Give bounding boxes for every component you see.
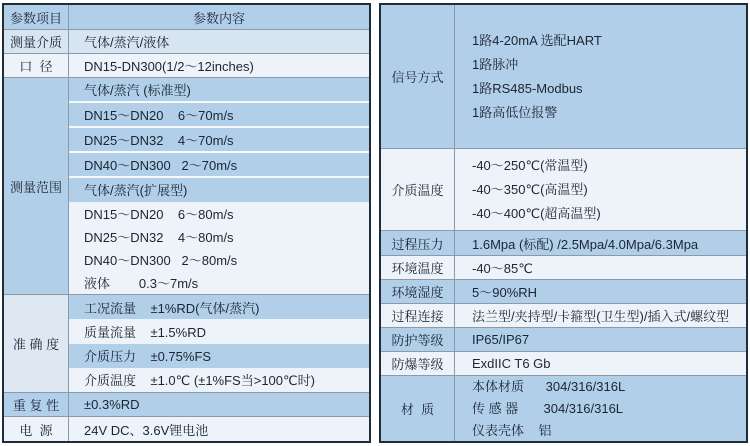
row-value: 1路脉冲 xyxy=(472,56,519,72)
row-value: 工况流量 ±1%RD(气体/蒸汽) xyxy=(69,295,369,319)
header-label-param-item: 参数项目 xyxy=(4,5,69,29)
row-value: DN40～DN300 2～70m/s xyxy=(69,153,369,178)
row-value: 本体材质 304/316/316L xyxy=(472,378,626,394)
row-value: -40～85℃ xyxy=(472,261,533,276)
row-value: 仪表壳体 铝 xyxy=(472,422,552,438)
right-spec-table xyxy=(379,3,748,443)
row-value: ExdIIC T6 Gb xyxy=(472,356,551,371)
section-measuring-medium xyxy=(4,29,369,53)
row-value: DN25～DN32 4～70m/s xyxy=(69,128,369,153)
left-spec-table xyxy=(2,3,371,443)
section-diameter xyxy=(4,53,369,77)
row-value: DN15～DN20 6～70m/s xyxy=(69,103,369,128)
row-label: 过程连接 xyxy=(381,304,455,327)
section-signal-type xyxy=(381,5,746,148)
row-value: DN40～DN300 2～80m/s xyxy=(69,248,369,271)
section-ambient-humidity xyxy=(381,279,746,303)
section-process-pressure xyxy=(381,230,746,255)
row-value: 5～90%RH xyxy=(472,285,538,300)
row-label: 环境温度 xyxy=(381,256,455,279)
section-medium-temperature xyxy=(381,148,746,230)
row-value: -40～400℃(超高温型) xyxy=(472,205,601,221)
row-value: 1.6Mpa (标配) /2.5Mpa/4.0Mpa/6.3Mpa xyxy=(472,236,699,252)
row-value: 传 感 器 304/316/316L xyxy=(472,400,624,416)
row-value: 气体/蒸汽/液体 xyxy=(84,35,170,50)
row-value: DN15-DN300(1/2～12inches) xyxy=(84,59,254,74)
row-label: 准 确 度 xyxy=(4,295,69,392)
row-label: 测量介质 xyxy=(4,30,69,53)
row-label: 防护等级 xyxy=(381,328,455,351)
row-label: 测量范围 xyxy=(4,78,69,294)
section-power-supply xyxy=(4,416,369,441)
section-repeatability xyxy=(4,392,369,416)
row-label: 材 质 xyxy=(381,376,455,441)
row-value: 气体/蒸汽(扩展型) xyxy=(69,178,369,201)
header-label-param-content: 参数内容 xyxy=(192,10,245,26)
row-label: 防爆等级 xyxy=(381,352,455,375)
row-value: DN15～DN20 6～80m/s xyxy=(69,202,369,225)
row-value: ±0.3%RD xyxy=(84,397,140,412)
row-value: 气体/蒸汽 (标准型) xyxy=(69,78,369,103)
section-ambient-temperature xyxy=(381,255,746,279)
section-material xyxy=(381,375,746,441)
row-value: -40～250℃(常温型) xyxy=(472,157,588,173)
row-value: 介质压力 ±0.75%FS xyxy=(69,344,369,368)
row-label: 环境湿度 xyxy=(381,280,455,303)
row-label: 过程压力 xyxy=(381,231,455,255)
row-value: -40～350℃(高温型) xyxy=(472,181,588,197)
section-measuring-range xyxy=(4,77,369,294)
row-value: 液体 0.3～7m/s xyxy=(69,271,369,294)
row-value: 24V DC、3.6V锂电池 xyxy=(84,422,209,438)
row-value: 1路RS485-Modbus xyxy=(472,80,583,96)
row-label: 重 复 性 xyxy=(4,393,69,416)
row-value: 介质温度 ±1.0℃ (±1%FS当>100℃时) xyxy=(69,368,369,392)
section-protection-rating xyxy=(381,327,746,351)
row-value: DN25～DN32 4～80m/s xyxy=(69,225,369,248)
row-value: 1路高低位报警 xyxy=(472,104,558,120)
row-label: 介质温度 xyxy=(381,149,455,230)
row-label: 口 径 xyxy=(4,54,69,77)
row-value: 质量流量 ±1.5%RD xyxy=(69,319,369,343)
row-label: 电 源 xyxy=(4,417,69,441)
left-header-row xyxy=(4,5,369,29)
section-accuracy xyxy=(4,294,369,392)
section-process-connection xyxy=(381,303,746,327)
row-value: IP65/IP67 xyxy=(472,332,530,347)
row-value: 1路4-20mA 选配HART xyxy=(472,32,602,48)
row-label: 信号方式 xyxy=(381,5,455,148)
row-value: 法兰型/夹持型/卡箍型(卫生型)/插入式/螺纹型 xyxy=(472,309,730,324)
section-explosion-proof-rating xyxy=(381,351,746,375)
